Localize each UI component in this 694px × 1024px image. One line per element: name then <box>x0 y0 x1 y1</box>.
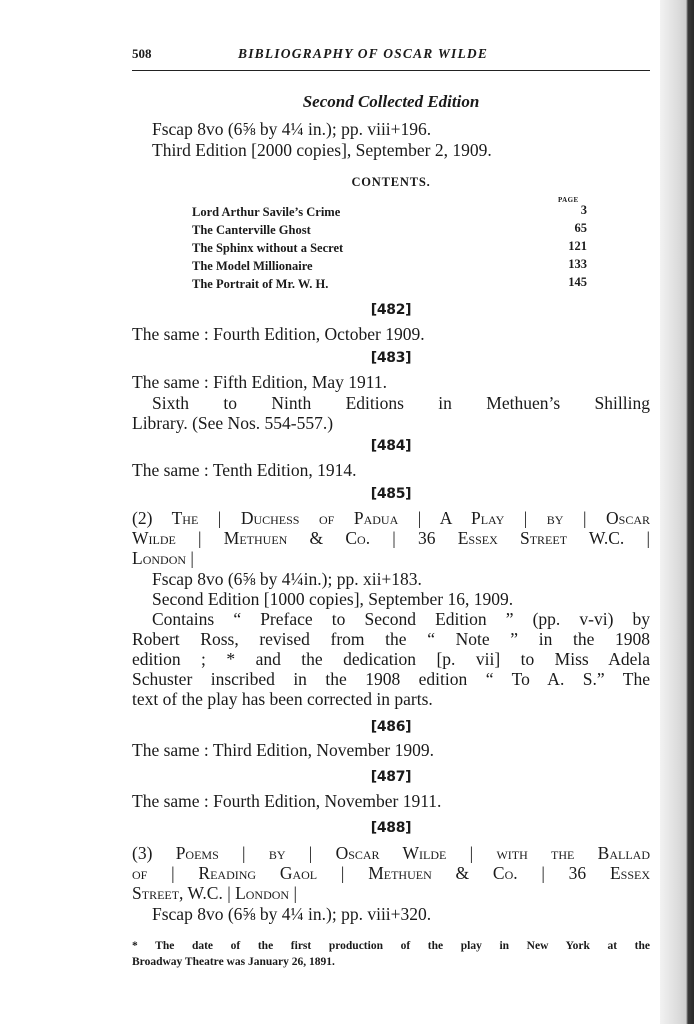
toc-item-title: The Portrait of Mr. W. H. <box>192 277 329 291</box>
edition-line: Third Edition [2000 copies], September 2, 1909. <box>152 140 492 160</box>
entry-title-line: of | Reading Gaol | Methuen & Co. | 36 Essex <box>132 863 650 883</box>
entry-text: The same : Fifth Edition, May 1911. <box>132 372 388 392</box>
header-rule <box>132 70 650 71</box>
entry-text: The same : Third Edition, November 1909. <box>132 740 434 760</box>
toc-item-title: The Model Millionaire <box>192 259 313 273</box>
book-page <box>132 0 650 1024</box>
section-title: Second Collected Edition <box>302 92 480 111</box>
footnote-line: Broadway Theatre was January 26, 1891. <box>132 956 335 968</box>
toc-item-page: 3 <box>580 203 587 217</box>
toc-item-page: 65 <box>574 221 587 235</box>
entry-title-line: (2) The | Duchess of Padua | A Play | by | Oscar <box>132 508 650 528</box>
entry-title-line: Street, W.C. | London | <box>132 883 297 903</box>
format-line: Fscap 8vo (6⅝ by 4¼in.); pp. xii+183. <box>152 569 422 589</box>
entry-number: [487] <box>370 769 412 785</box>
format-line: Fscap 8vo (6⅝ by 4¼ in.); pp. viii+320. <box>152 904 432 924</box>
entry-number: [488] <box>370 820 412 836</box>
entry-description: edition ; * and the dedication [p. vii] to Miss Adela <box>132 649 650 669</box>
running-title: BIBLIOGRAPHY OF OSCAR WILDE <box>238 46 489 61</box>
entry-title-line: Wilde | Methuen & Co. | 36 Essex Street W.C. | <box>132 528 650 548</box>
toc-item-title: Lord Arthur Savile’s Crime <box>192 205 341 219</box>
toc-item-title: The Sphinx without a Secret <box>192 241 344 255</box>
entry-description: text of the play has been corrected in parts. <box>132 689 433 709</box>
entry-note: Library. (See Nos. 554-557.) <box>132 413 334 433</box>
toc-item-title: The Canterville Ghost <box>192 223 311 237</box>
entry-title-line: (3) Poems | by | Oscar Wilde | with the Ballad <box>132 843 650 863</box>
footnote-line: * The date of the first production of the play in New York at the <box>132 940 650 952</box>
page-number: 508 <box>132 46 152 61</box>
entry-title-line: London | <box>132 548 194 568</box>
entry-description: Robert Ross, revised from the “ Note ” in the 1908 <box>132 629 650 649</box>
page-edge-shadow <box>660 0 694 1024</box>
entry-text: The same : Fourth Edition, November 1911. <box>132 791 442 811</box>
edition-line: Second Edition [1000 copies], September 16, 1909. <box>152 589 514 609</box>
toc-item-page: 133 <box>568 257 587 271</box>
entry-number: [483] <box>370 350 412 366</box>
running-header <box>132 44 650 66</box>
entry-note: Sixth to Ninth Editions in Methuen’s Shilling <box>152 393 650 413</box>
entry-description: Contains “ Preface to Second Edition ” (pp. v-vi) by <box>152 609 650 629</box>
entry-number: [482] <box>370 302 412 318</box>
entry-text: The same : Fourth Edition, October 1909. <box>132 324 425 344</box>
entry-description: Schuster inscribed in the 1908 edition “ To A. S.” The <box>132 669 650 689</box>
page-column-heading: PAGE <box>558 196 579 204</box>
entry-number: [486] <box>370 719 412 735</box>
format-line: Fscap 8vo (6⅝ by 4¼ in.); pp. viii+196. <box>152 119 432 139</box>
entry-number: [484] <box>370 438 412 454</box>
entry-text: The same : Tenth Edition, 1914. <box>132 460 357 480</box>
toc-item-page: 145 <box>568 275 587 289</box>
entry-number: [485] <box>370 486 412 502</box>
contents-heading: CONTENTS. <box>351 175 431 189</box>
toc-item-page: 121 <box>568 239 587 253</box>
